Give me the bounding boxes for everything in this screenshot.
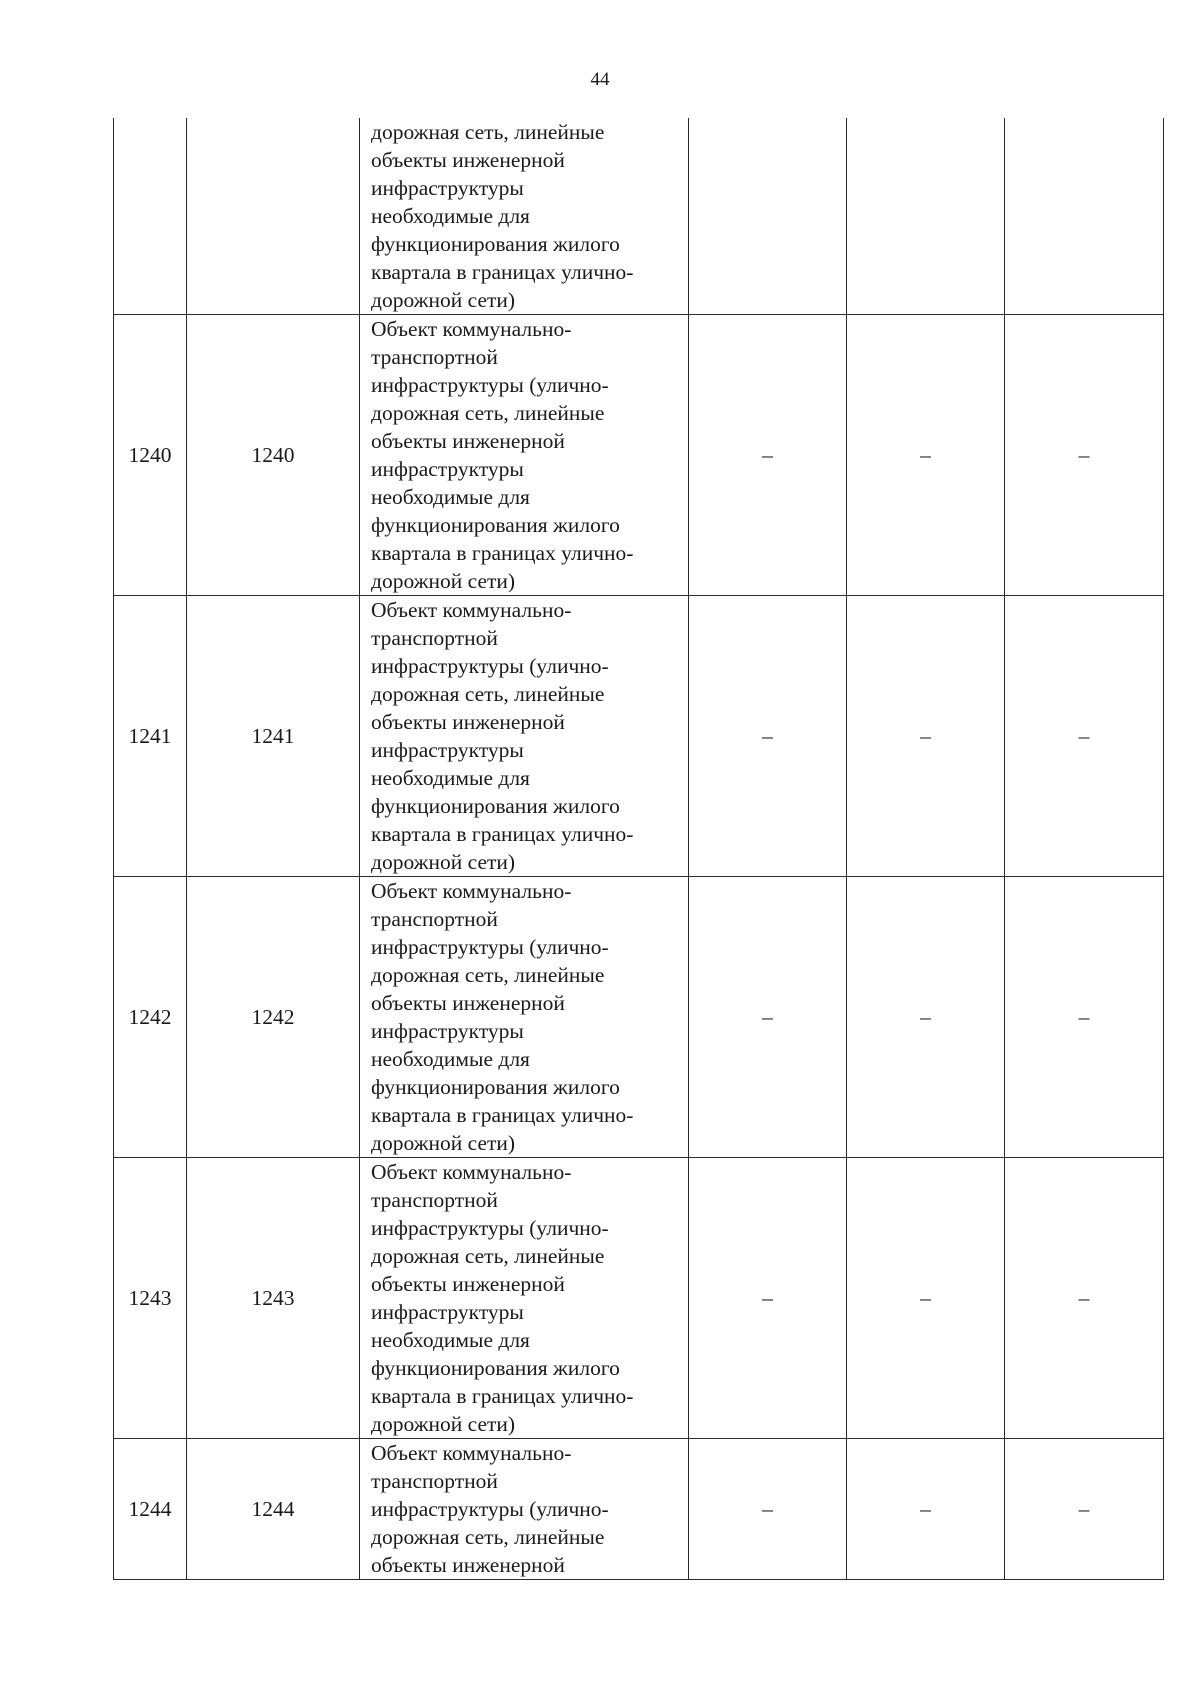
value-cell-5: – bbox=[847, 1439, 1005, 1580]
value-cell-5: – bbox=[847, 596, 1005, 877]
description-cell: Объект коммунально- транспортной инфраструктуры (улично- дорожная сеть, линейные объекты инженерной инфраструктуры необходимые для функционирования жилого квартала в границах улично- дорожной сети) bbox=[360, 315, 689, 596]
row-number-cell bbox=[114, 118, 187, 315]
value-cell-4: – bbox=[689, 596, 847, 877]
object-id-cell bbox=[187, 118, 360, 315]
page-number: 44 bbox=[590, 69, 610, 90]
table-row bbox=[114, 596, 1164, 877]
row-number-cell: 1242 bbox=[114, 877, 187, 1158]
value-cell-5: – bbox=[847, 1158, 1005, 1439]
description-cell: Объект коммунально- транспортной инфраструктуры (улично- дорожная сеть, линейные объекты инженерной инфраструктуры необходимые для функционирования жилого квартала в границах улично- дорожной сети) bbox=[360, 596, 689, 877]
value-cell-5 bbox=[847, 118, 1005, 315]
row-number-cell: 1244 bbox=[114, 1439, 187, 1580]
value-cell-5: – bbox=[847, 315, 1005, 596]
value-cell-6: – bbox=[1005, 596, 1164, 877]
table-row bbox=[114, 877, 1164, 1158]
description-cell: Объект коммунально- транспортной инфраструктуры (улично- дорожная сеть, линейные объекты инженерной инфраструктуры необходимые для функционирования жилого квартала в границах улично- дорожной сети) bbox=[360, 877, 689, 1158]
value-cell-6 bbox=[1005, 118, 1164, 315]
object-id-cell: 1241 bbox=[187, 596, 360, 877]
description-cell: Объект коммунально- транспортной инфраструктуры (улично- дорожная сеть, линейные объекты инженерной bbox=[360, 1439, 689, 1580]
object-id-cell: 1244 bbox=[187, 1439, 360, 1580]
value-cell-4: – bbox=[689, 877, 847, 1158]
table-row bbox=[114, 1439, 1164, 1580]
value-cell-6: – bbox=[1005, 1158, 1164, 1439]
value-cell-6: – bbox=[1005, 1439, 1164, 1580]
table-row bbox=[114, 315, 1164, 596]
value-cell-6: – bbox=[1005, 315, 1164, 596]
value-cell-6: – bbox=[1005, 877, 1164, 1158]
row-number-cell: 1240 bbox=[114, 315, 187, 596]
description-cell: Объект коммунально- транспортной инфраструктуры (улично- дорожная сеть, линейные объекты инженерной инфраструктуры необходимые для функционирования жилого квартала в границах улично- дорожной сети) bbox=[360, 1158, 689, 1439]
value-cell-5: – bbox=[847, 877, 1005, 1158]
object-id-cell: 1240 bbox=[187, 315, 360, 596]
description-cell: дорожная сеть, линейные объекты инженерной инфраструктуры необходимые для функционирования жилого квартала в границах улично- дорожной сети) bbox=[360, 118, 689, 315]
data-table bbox=[113, 118, 1164, 1580]
value-cell-4: – bbox=[689, 1158, 847, 1439]
table-row bbox=[114, 1158, 1164, 1439]
object-id-cell: 1242 bbox=[187, 877, 360, 1158]
object-id-cell: 1243 bbox=[187, 1158, 360, 1439]
table-row-continued bbox=[114, 118, 1164, 315]
row-number-cell: 1243 bbox=[114, 1158, 187, 1439]
row-number-cell: 1241 bbox=[114, 596, 187, 877]
value-cell-4: – bbox=[689, 1439, 847, 1580]
value-cell-4 bbox=[689, 118, 847, 315]
value-cell-4: – bbox=[689, 315, 847, 596]
